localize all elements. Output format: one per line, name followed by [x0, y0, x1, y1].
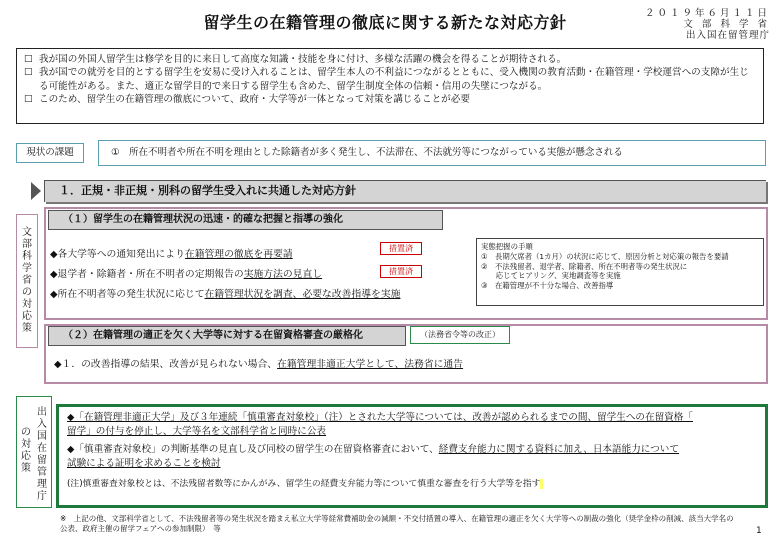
ministry-label-text: 文部科学省の対応策	[22, 227, 32, 334]
intro-item: □ 我が国での就労を目的とする留学生を安易に受け入れることは、留学生本人の不利益につながるとともに、受入機関の教育活動・在籍管理・学校運営への支障が生じる可能性がある。また、適正な留学目的で来日する留学生も含めた、留学生制度全体の信頼・信用の失墜につながる。	[39, 66, 755, 93]
bullet-item: ◆各大学等への通知発出により在籍管理の徹底を再要請	[50, 249, 293, 260]
date-block	[640, 8, 770, 41]
bullet-item: ◆１．の改善指導の結果、改善が見られない場合、在籍管理非適正大学として、法務省に通告	[54, 359, 464, 370]
immigration-measures-box	[56, 404, 768, 508]
subsection-b-heading: （２）在籍管理の適正を欠く大学等に対する在留資格審査の厳格化	[48, 326, 406, 346]
intro-box	[16, 48, 764, 124]
immigration-label: 出入国在留管理庁 の対応策	[16, 396, 52, 508]
date: ２０１９年６月１１日	[644, 8, 770, 19]
intro-item: □ 我が国の外国人留学生は修学を目的に来日して高度な知識・技能を身に付け、多様な活躍の機会を得ることが期待される。	[39, 53, 755, 66]
bullet-item: ◆退学者・除籍者・所在不明者の定期報告の実施方法の見直し	[50, 269, 323, 280]
org-mext: 文 部 科 学 省	[683, 19, 770, 30]
measure-line: 留学」の付与を停止し、大学等名を文部科学省と同時に公表	[67, 426, 327, 437]
law-amendment-tag: （法務省令等の改正）	[410, 326, 510, 344]
intro-item: □ このため、留学生の在籍管理の徹底について、政府・大学等が一体となって対策を講じることが必要	[39, 93, 755, 106]
procedure-note: 実態把握の手順 ① 長期欠席者（1カ月）の状況に応じて、原因分析と対応策の報告を要請 ② 不法残留者、退学者、除籍者、所在不明者等の発生状況に 応じてヒアリング、実地調査等を実施 ③ 在籍管理が不十分な場合、改善指導	[476, 238, 764, 306]
page-number: 1	[756, 526, 762, 536]
page-title: 留学生の在籍管理の徹底に関する新たな対応方針	[203, 13, 567, 32]
org-immigration: 出入国在留管理庁	[685, 30, 770, 41]
status-badge: 措置済	[380, 265, 422, 278]
section1-heading: １．正規・非正規・別科の留学生受入れに共通した対応方針	[44, 180, 766, 202]
issue-text: ① 所在不明者や所在不明を理由とした除籍者が多く発生し、不法滞在、不法就労等につながっている実態が懸念される	[98, 140, 766, 166]
measure-line: ◆「在籍管理非適正大学」及び３年連続「慎重審査対象校」（注）とされた大学等については、改善が認められるまでの間、留学生への在留資格「	[67, 412, 693, 423]
footnote-definition: (注)慎重審査対象校とは、不法残留者数等にかんがみ、留学生の経費支弁能力等について慎重な審査を行う大学等を指す	[67, 477, 759, 491]
ministry-label	[16, 214, 38, 348]
footnote: ※ 上記の他、文部科学省として、不法残留者等の発生状況を踏まえ私立大学等経常費補助金の減額・不交付措置の導入、在籍管理の適正を欠く大学等への制裁の強化（奨学金枠の削減、該当大学名の公表、政府主催の留学フェアへの参加制限） 等	[60, 514, 734, 533]
status-badge: 措置済	[380, 242, 422, 255]
subsection-a-heading: （１）留学生の在籍管理状況の迅速・的確な把握と指導の強化	[48, 210, 443, 230]
measure-line: ◆「慎重審査対象校」の判断基準の見直し及び同校の留学生の在留資格審査において、経費支弁能力に関する資料に加え、日本語能力について	[67, 444, 679, 455]
measure-line: 試験による証明を求めることを検討	[67, 458, 221, 469]
bullet-item: ◆所在不明者等の発生状況に応じて在籍管理状況を調査、必要な改善指導を実施	[50, 289, 401, 300]
issue-label: 現状の課題	[16, 143, 84, 163]
